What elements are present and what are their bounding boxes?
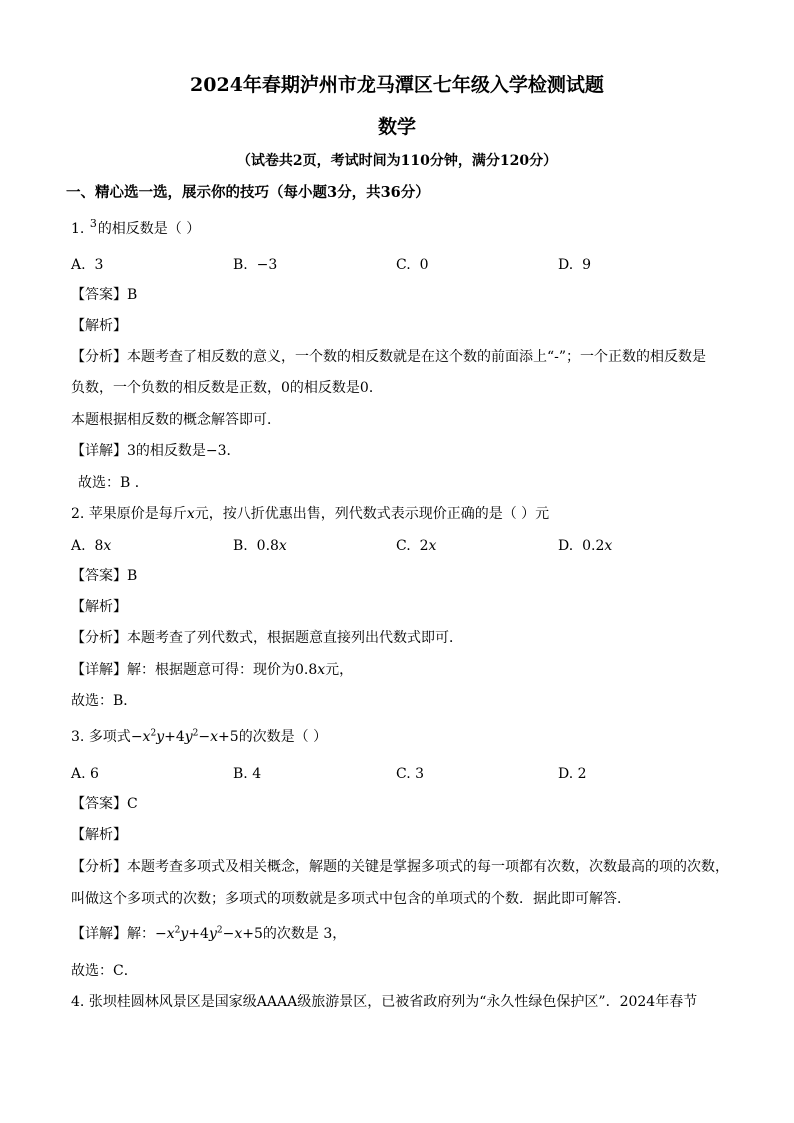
- q1-option-c: C. 0: [396, 257, 429, 273]
- q3-option-c: C. 3: [396, 766, 425, 782]
- section-heading: 一、精心选一选，展示你的技巧（每小题3分，共36分）: [66, 184, 430, 201]
- question-4-stem: 4. 张坝桂圆林风景区是国家级AAAA级旅游景区，已被省政府列为“永久性绿色保护区”．2024年春节: [71, 994, 698, 1010]
- q1-fenxi-line-2: 负数，一个负数的相反数是正数，0的相反数是0．: [71, 380, 383, 396]
- q3-option-d: D. 2: [558, 766, 587, 782]
- q3-answer: 【答案】C: [71, 796, 138, 812]
- q1-answer: 【答案】B: [71, 287, 138, 303]
- q2-answer: 【答案】B: [71, 568, 138, 584]
- q3-option-b: B. 4: [233, 766, 262, 782]
- q2-option-c: C. 2x: [396, 538, 437, 554]
- q3-analysis-label: 【解析】: [71, 827, 127, 843]
- q1-fenxi-line-3: 本题根据相反数的概念解答即可．: [71, 412, 281, 428]
- q1-choose: 故选：B ．: [78, 475, 149, 491]
- q3-fenxi-line-2: 叫做这个多项式的次数；多项式的项数就是多项式中包含的单项式的个数．据此即可解答．: [71, 891, 631, 907]
- q2-choose: 故选：B．: [71, 693, 138, 709]
- q1-option-b: B. −3: [233, 257, 278, 273]
- q1-option-a: A. 3: [71, 257, 104, 273]
- q2-analysis-label: 【解析】: [71, 599, 127, 615]
- q2-fenxi: 【分析】本题考查了列代数式，根据题意直接列出代数式即可．: [71, 630, 463, 646]
- exam-note: （试卷共2页，考试时间为110分钟，满分120分）: [236, 153, 558, 169]
- question-2-stem: 2. 苹果原价是每斤x元，按八折优惠出售，列代数式表示现价正确的是（ ）元: [71, 506, 550, 522]
- q3-option-a: A. 6: [71, 766, 99, 782]
- q1-detail: 【详解】3的相反数是−3．: [71, 443, 241, 459]
- exam-title: 2024年春期泸州市龙马潭区七年级入学检测试题: [190, 74, 604, 96]
- q2-option-a: A. 8x: [71, 538, 112, 554]
- q2-option-b: B. 0.8x: [233, 538, 287, 554]
- q2-detail: 【详解】解：根据题意可得：现价为0.8x元，: [71, 662, 354, 678]
- q1-analysis-label: 【解析】: [71, 318, 127, 334]
- question-1-stem: 1. $^3$的相反数是（ ）: [71, 217, 201, 237]
- polynomial-expression: $-x^2y+4y^2-x+5$: [130, 728, 239, 745]
- q1-fenxi-line-1: 【分析】本题考查了相反数的意义，一个数的相反数就是在这个数的前面添上“-”；一个正数的相反数是: [71, 349, 707, 365]
- q1-option-d: D. 9: [558, 257, 592, 273]
- q2-option-d: D. 0.2x: [558, 538, 613, 554]
- q3-fenxi-line-1: 【分析】本题考查多项式及相关概念，解题的关键是掌握多项式的每一项都有次数，次数最高的项的次数，: [71, 859, 729, 875]
- polynomial-expression-detail: $-x^2y+4y^2-x+5$: [155, 925, 263, 942]
- q3-choose: 故选：C．: [71, 963, 138, 979]
- q3-detail: 【详解】解：$-x^2y+4y^2-x+5$的次数是 3，: [71, 925, 347, 942]
- exam-subject: 数学: [377, 116, 416, 138]
- question-3-stem: 3. 多项式$-x^2y+4y^2-x+5$的次数是（ ）: [71, 728, 328, 745]
